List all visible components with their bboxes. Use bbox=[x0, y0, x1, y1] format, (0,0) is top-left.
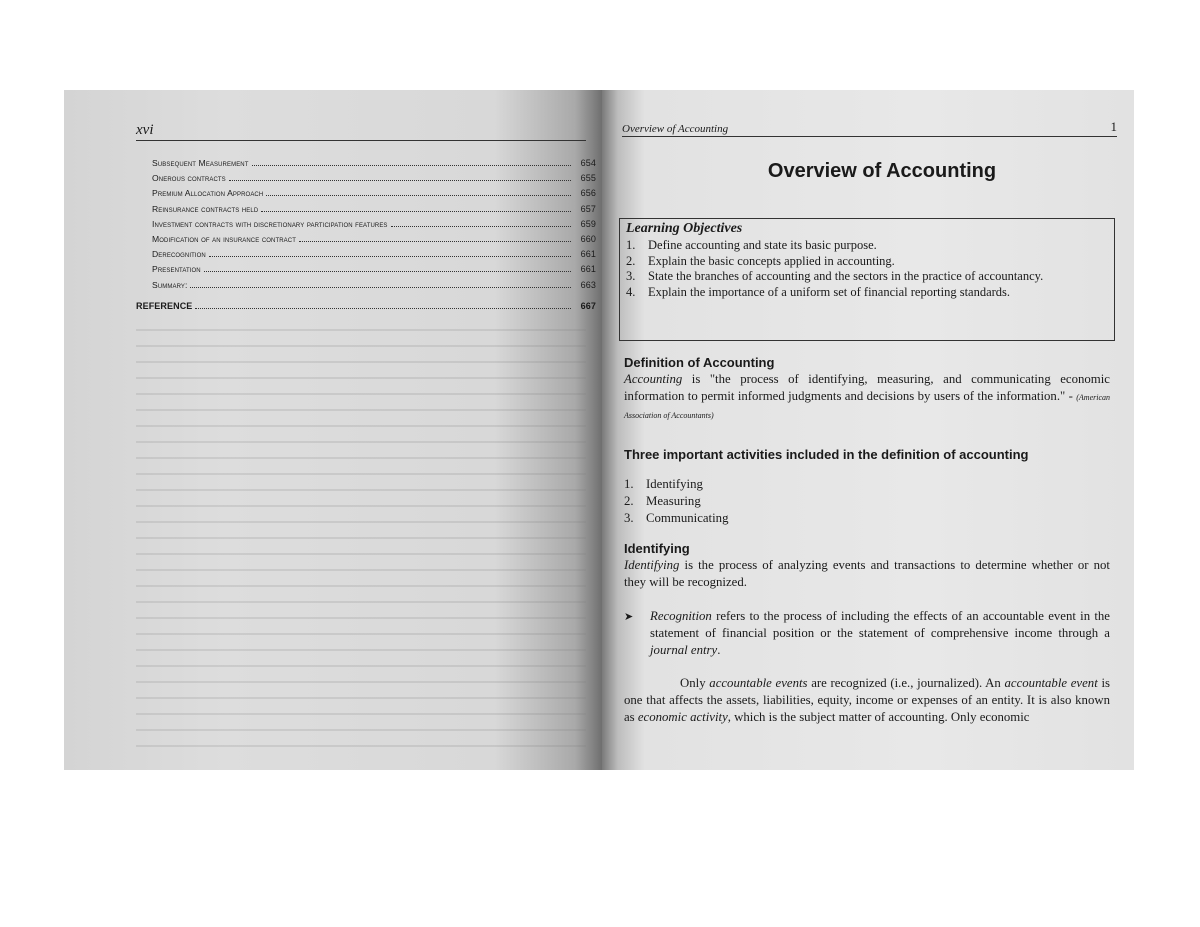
definition-text: is "the process of identifying, measuring, and communicating economic information to permit informed judgments and decisions by users of the information." - bbox=[624, 372, 1110, 403]
objective-item bbox=[626, 285, 1108, 301]
toc-leader-dots bbox=[195, 308, 571, 309]
definition-heading: Definition of Accounting bbox=[624, 355, 775, 370]
toc-leader-dots bbox=[204, 271, 571, 272]
recognition-text: refers to the process of including the effects of an accountable event in the statement of financial position or the statement of comprehensive income through a bbox=[650, 609, 1110, 640]
right-page-number: 1 bbox=[1110, 119, 1117, 134]
toc-entry bbox=[136, 249, 596, 264]
objective-item bbox=[626, 269, 1108, 285]
toc-leader-dots bbox=[209, 256, 571, 257]
toc-leader-dots bbox=[229, 180, 571, 181]
toc-entry-title: Summary: bbox=[152, 279, 188, 290]
toc-reference-page: 667 bbox=[580, 300, 596, 311]
toc-entry-page: 661 bbox=[580, 264, 596, 275]
list-item-number: 2. bbox=[624, 494, 634, 508]
table-of-contents bbox=[136, 158, 596, 316]
left-page-number: xvi bbox=[136, 122, 154, 138]
definition-paragraph bbox=[624, 371, 1110, 424]
toc-entry-page: 661 bbox=[580, 249, 596, 260]
chapter-title: Overview of Accounting bbox=[767, 160, 997, 182]
list-item bbox=[624, 493, 1110, 510]
objective-number: 1. bbox=[626, 238, 636, 252]
toc-entry-title: Onerous contracts bbox=[152, 173, 226, 184]
toc-entry-title: Subsequent Measurement bbox=[152, 158, 249, 168]
recognition-term: Recognition bbox=[650, 609, 712, 623]
list-item-number: 3. bbox=[624, 511, 634, 525]
definition-term: Accounting bbox=[624, 372, 683, 386]
right-page-header bbox=[622, 118, 1117, 137]
toc-entry bbox=[136, 188, 596, 203]
toc-entry bbox=[136, 158, 596, 173]
objective-number: 3. bbox=[626, 269, 636, 283]
toc-entry-page: 657 bbox=[580, 203, 596, 214]
scanned-book-spread bbox=[64, 90, 1134, 770]
toc-entry-page: 663 bbox=[580, 279, 596, 290]
recognition-end: . bbox=[717, 643, 721, 657]
objective-text: Explain the basic concepts applied in accounting. bbox=[648, 253, 895, 268]
toc-leader-dots bbox=[252, 165, 572, 166]
activities-list bbox=[624, 476, 1110, 527]
learning-objectives-title: Learning Objectives bbox=[626, 221, 743, 236]
objective-text: Define accounting and state its basic purpose. bbox=[648, 238, 877, 252]
left-page-header bbox=[136, 122, 586, 141]
objective-text: State the branches of accounting and the sectors in the practice of accountancy. bbox=[648, 269, 1044, 283]
toc-entry-page: 660 bbox=[580, 233, 596, 244]
identifying-heading: Identifying bbox=[624, 541, 690, 556]
closing-emphasis-3: economic activity bbox=[637, 710, 728, 724]
toc-leader-dots bbox=[190, 287, 571, 288]
toc-reference-title: REFERENCE bbox=[136, 300, 193, 311]
accountable-events-paragraph bbox=[624, 675, 1110, 726]
list-item bbox=[624, 476, 1110, 493]
toc-reference-entry bbox=[136, 301, 596, 316]
toc-entry bbox=[136, 204, 596, 219]
arrow-bullet-icon: ➤ bbox=[624, 610, 634, 623]
toc-entry-page: 654 bbox=[580, 158, 596, 168]
closing-text-3: is one that affects the assets, liabilities, equity, income or expenses of an entity. It is also known as bbox=[624, 676, 1110, 724]
toc-entry-title: Reinsurance contracts held bbox=[152, 203, 259, 214]
learning-objectives-box bbox=[619, 218, 1115, 341]
list-item-text: Measuring bbox=[646, 494, 701, 508]
objective-text: Explain the importance of a uniform set of financial reporting standards. bbox=[648, 284, 1011, 299]
toc-entry-title: Premium Allocation Approach bbox=[152, 188, 264, 199]
toc-entry-page: 659 bbox=[580, 218, 596, 229]
closing-text-4: , which is the subject matter of accounting. Only economic bbox=[727, 710, 1030, 724]
right-page bbox=[602, 90, 1134, 770]
closing-emphasis-2: accountable event bbox=[1004, 676, 1098, 690]
toc-entry-page: 656 bbox=[580, 188, 596, 199]
closing-text-2: are recognized (i.e., journalized). An bbox=[807, 676, 1005, 690]
toc-leader-dots bbox=[266, 195, 571, 196]
objective-number: 4. bbox=[626, 284, 636, 299]
toc-leader-dots bbox=[261, 211, 571, 212]
toc-leader-dots bbox=[299, 241, 571, 242]
recognition-emphasis: journal entry bbox=[650, 643, 718, 657]
recognition-bullet bbox=[624, 608, 1110, 659]
toc-entry bbox=[136, 219, 596, 234]
toc-entry-page: 655 bbox=[580, 173, 596, 184]
list-item-text: Communicating bbox=[646, 511, 729, 525]
toc-entry-title: Presentation bbox=[152, 264, 201, 275]
toc-entry-title: Modification of an insurance contract bbox=[152, 233, 296, 244]
toc-entry-title: Derecognition bbox=[152, 249, 206, 260]
toc-entry bbox=[136, 264, 596, 279]
toc-entry bbox=[136, 234, 596, 249]
objective-item bbox=[626, 254, 1108, 270]
objective-number: 2. bbox=[626, 253, 636, 268]
list-item bbox=[624, 510, 1110, 527]
bleed-through-text bbox=[136, 320, 586, 760]
recognition-text-block bbox=[650, 608, 1110, 659]
list-item-number: 1. bbox=[624, 477, 634, 491]
objective-item bbox=[626, 238, 1108, 254]
identifying-paragraph bbox=[624, 557, 1110, 591]
definition-citation: (American Association of Accountants) bbox=[624, 393, 1110, 420]
identifying-text: is the process of analyzing events and transactions to determine whether or not they will be recognized. bbox=[624, 558, 1110, 589]
closing-emphasis-1: accountable events bbox=[709, 676, 808, 690]
identifying-term: Identifying bbox=[624, 558, 680, 572]
activities-heading: Three important activities included in the definition of accounting bbox=[624, 447, 1029, 462]
toc-leader-dots bbox=[391, 226, 571, 227]
toc-entry bbox=[136, 280, 596, 295]
toc-entry-title: Investment contracts with discretionary participation features bbox=[152, 218, 388, 229]
running-title: Overview of Accounting bbox=[622, 123, 729, 135]
list-item-text: Identifying bbox=[646, 477, 703, 491]
left-page bbox=[64, 90, 602, 770]
toc-entry bbox=[136, 173, 596, 188]
closing-text-1: Only bbox=[680, 676, 710, 690]
